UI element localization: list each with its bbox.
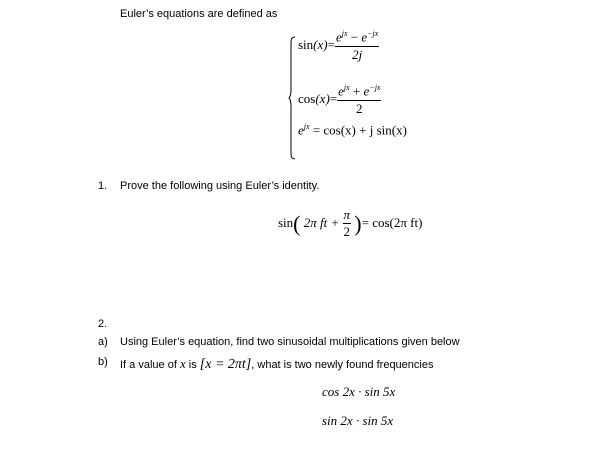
- q1-equation: sin( 2π ft + $\frac{\pi}{2}$ )= cos(2π ft): [278, 207, 423, 240]
- cos-definition: cos(x)= $\frac{e^{jx} + e^{-jx}}{2}$: [298, 83, 381, 116]
- q2a-text: Using Euler’s equation, find two sinusoidal multiplications given below: [120, 336, 460, 348]
- euler-identity: $e^{jx} = \cos(x) + j$ sin(x): [298, 122, 407, 138]
- q2a-label: a): [98, 336, 108, 348]
- left-brace: [288, 36, 296, 160]
- sin-definition: sin(x)= $\frac{e^{jx} - e^{-jx}}{2j}$: [298, 29, 379, 62]
- q2b-label: b): [98, 356, 108, 368]
- expr-sin2x-sin5x: sin 2x · sin 5x: [322, 413, 394, 428]
- q1-number: 1.: [98, 180, 108, 192]
- q2b-text: If a value of x is [x = 2πt], what is two newly found frequencies: [120, 356, 434, 372]
- expr-cos2x-sin5x: cos 2x · sin 5x: [322, 384, 396, 399]
- q1-text: Prove the following using Euler’s identity.: [120, 180, 320, 192]
- intro-text: Euler’s equations are defined as: [120, 8, 278, 20]
- q2-number: 2.: [98, 318, 108, 330]
